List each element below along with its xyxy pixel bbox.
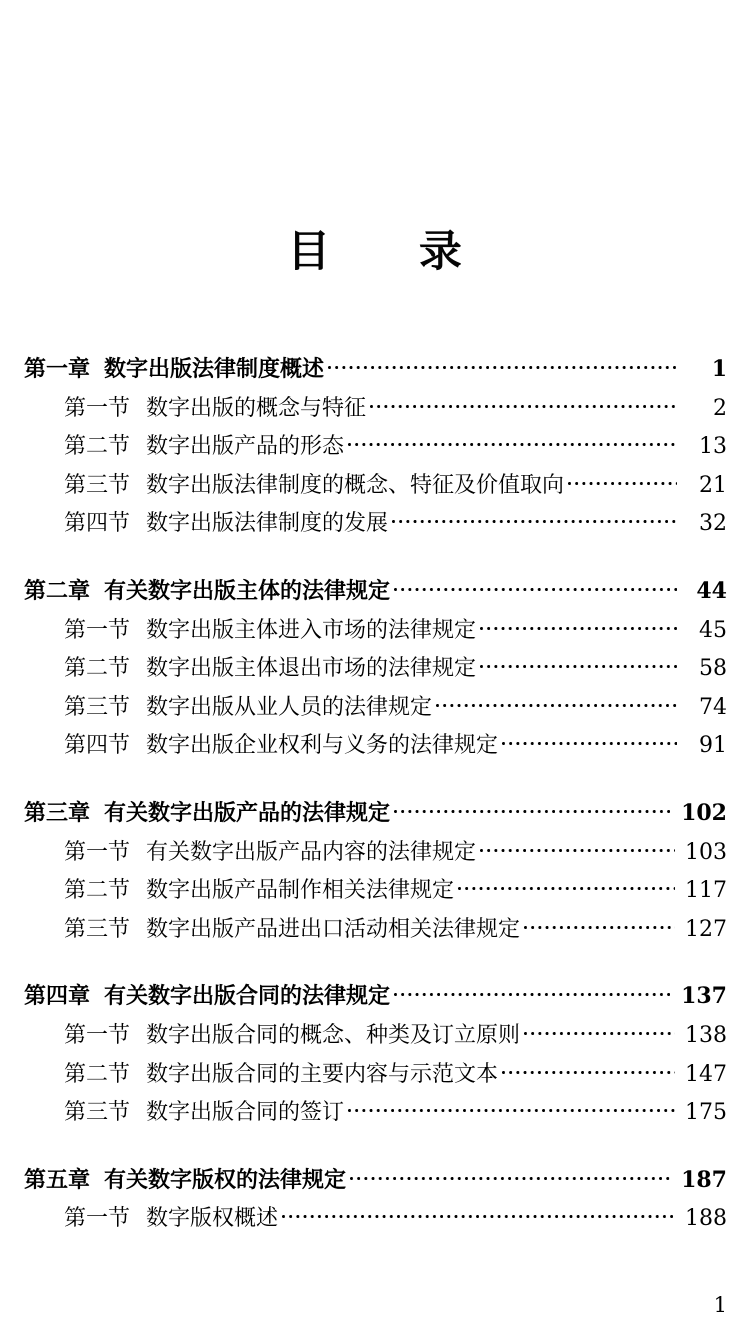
leader-dots (394, 798, 671, 820)
table-of-contents (0, 352, 750, 1240)
toc-entry-label: 有关数字版权的法律规定 (104, 1167, 347, 1193)
toc-entry-number: 第三章 (24, 800, 91, 826)
toc-entry-number: 第四节 (64, 511, 131, 537)
toc-entry-page-number: 102 (681, 799, 727, 826)
leader-dots (328, 354, 677, 376)
toc-section-row[interactable] (0, 728, 750, 767)
toc-entry-number: 第三节 (64, 1100, 131, 1126)
toc-entry-label: 数字出版法律制度的概念、特征及价值取向 (146, 472, 565, 498)
toc-section-row[interactable] (0, 1095, 750, 1134)
toc-entry-page-number: 138 (685, 1022, 727, 1048)
toc-chapter-group (0, 352, 750, 545)
toc-entry-page-number: 127 (685, 916, 727, 942)
leader-dots (502, 1059, 675, 1081)
toc-chapter-group (0, 979, 750, 1133)
toc-chapter-group (0, 574, 750, 767)
toc-section-row[interactable] (0, 873, 750, 912)
toc-entry-label: 数字出版从业人员的法律规定 (146, 694, 433, 720)
toc-chapter-row[interactable] (0, 1163, 750, 1202)
toc-entry-number: 第一节 (64, 839, 131, 865)
page-folio: 1 (713, 1293, 727, 1317)
toc-entry-number: 第一节 (64, 1206, 131, 1232)
toc-entry-number: 第一节 (64, 1022, 131, 1048)
leader-dots (502, 730, 677, 752)
toc-entry-page-number: 137 (681, 983, 727, 1010)
toc-entry-number: 第二节 (64, 1061, 131, 1087)
toc-entry-page-number: 188 (685, 1206, 727, 1232)
toc-entry-label: 数字出版法律制度的发展 (146, 511, 389, 537)
toc-entry-number: 第一节 (64, 617, 131, 643)
toc-section-row[interactable] (0, 835, 750, 874)
leader-dots (350, 1165, 671, 1187)
toc-section-row[interactable] (0, 912, 750, 951)
toc-chapter-row[interactable] (0, 352, 750, 391)
toc-chapter-row[interactable] (0, 574, 750, 613)
toc-entry-number: 第三节 (64, 694, 131, 720)
toc-entry-page-number: 1 (711, 356, 727, 382)
leader-dots (436, 692, 677, 714)
leader-dots (524, 1020, 675, 1042)
toc-section-row[interactable] (0, 1018, 750, 1057)
toc-entry-page-number: 187 (681, 1166, 727, 1193)
toc-entry-label: 数字出版产品制作相关法律规定 (146, 878, 455, 904)
toc-entry-label: 数字出版法律制度概述 (104, 357, 325, 382)
page-title: 目 录 (287, 227, 463, 277)
toc-entry-label: 数字出版合同的签订 (146, 1100, 345, 1126)
toc-entry-label: 数字出版合同的主要内容与示范文本 (146, 1061, 499, 1087)
toc-section-row[interactable] (0, 690, 750, 729)
toc-entry-label: 有关数字出版主体的法律规定 (104, 578, 391, 604)
leader-dots (568, 470, 677, 492)
toc-entry-label: 有关数字出版产品内容的法律规定 (146, 839, 477, 865)
toc-entry-number: 第五章 (24, 1167, 91, 1193)
toc-entry-label: 数字出版产品进出口活动相关法律规定 (146, 916, 521, 942)
leader-dots (480, 653, 677, 675)
toc-entry-label: 数字出版主体退出市场的法律规定 (146, 656, 477, 682)
toc-entry-number: 第一章 (24, 357, 91, 382)
leader-dots (282, 1203, 675, 1225)
toc-entry-page-number: 13 (699, 434, 727, 460)
toc-entry-number: 第四章 (24, 984, 91, 1010)
toc-entry-label: 有关数字出版产品的法律规定 (104, 800, 391, 826)
leader-dots (348, 1097, 675, 1119)
toc-section-row[interactable] (0, 468, 750, 507)
toc-entry-label: 有关数字出版合同的法律规定 (104, 984, 391, 1010)
leader-dots (348, 431, 677, 453)
toc-section-row[interactable] (0, 651, 750, 690)
toc-entry-page-number: 91 (699, 733, 727, 759)
toc-section-row[interactable] (0, 391, 750, 430)
toc-chapter-group (0, 1163, 750, 1240)
toc-entry-page-number: 45 (699, 617, 727, 643)
toc-entry-number: 第三节 (64, 916, 131, 942)
toc-entry-number: 第二节 (64, 656, 131, 682)
toc-section-row[interactable] (0, 429, 750, 468)
toc-entry-label: 数字版权概述 (146, 1206, 279, 1232)
toc-chapter-row[interactable] (0, 979, 750, 1018)
toc-section-row[interactable] (0, 1057, 750, 1096)
leader-dots (480, 615, 677, 637)
toc-entry-page-number: 147 (685, 1061, 727, 1087)
toc-entry-number: 第二章 (24, 578, 91, 604)
toc-entry-label: 数字出版产品的形态 (146, 434, 345, 460)
toc-entry-page-number: 74 (699, 694, 727, 720)
leader-dots (524, 914, 675, 936)
leader-dots (394, 981, 671, 1003)
toc-entry-number: 第二节 (64, 434, 131, 460)
toc-entry-page-number: 44 (696, 577, 727, 604)
toc-chapter-group (0, 796, 750, 950)
toc-entry-page-number: 2 (713, 395, 727, 421)
toc-entry-label: 数字出版企业权利与义务的法律规定 (146, 733, 499, 759)
toc-section-row[interactable] (0, 506, 750, 545)
toc-entry-page-number: 21 (699, 472, 727, 498)
leader-dots (392, 508, 677, 530)
leader-dots (458, 875, 675, 897)
toc-entry-label: 数字出版的概念与特征 (146, 395, 367, 421)
toc-section-row[interactable] (0, 613, 750, 652)
toc-entry-label: 数字出版合同的概念、种类及订立原则 (146, 1022, 521, 1048)
toc-entry-page-number: 117 (685, 878, 727, 904)
toc-entry-page-number: 58 (699, 656, 727, 682)
toc-entry-label: 数字出版主体进入市场的法律规定 (146, 617, 477, 643)
leader-dots (370, 393, 677, 415)
toc-entry-number: 第二节 (64, 878, 131, 904)
toc-entry-page-number: 103 (685, 839, 727, 865)
toc-entry-page-number: 175 (685, 1100, 727, 1126)
leader-dots (394, 576, 677, 598)
toc-entry-page-number: 32 (699, 511, 727, 537)
toc-entry-number: 第三节 (64, 472, 131, 498)
toc-section-row[interactable] (0, 1201, 750, 1240)
toc-entry-number: 第四节 (64, 733, 131, 759)
toc-entry-number: 第一节 (64, 395, 131, 421)
leader-dots (480, 837, 675, 859)
toc-chapter-row[interactable] (0, 796, 750, 835)
